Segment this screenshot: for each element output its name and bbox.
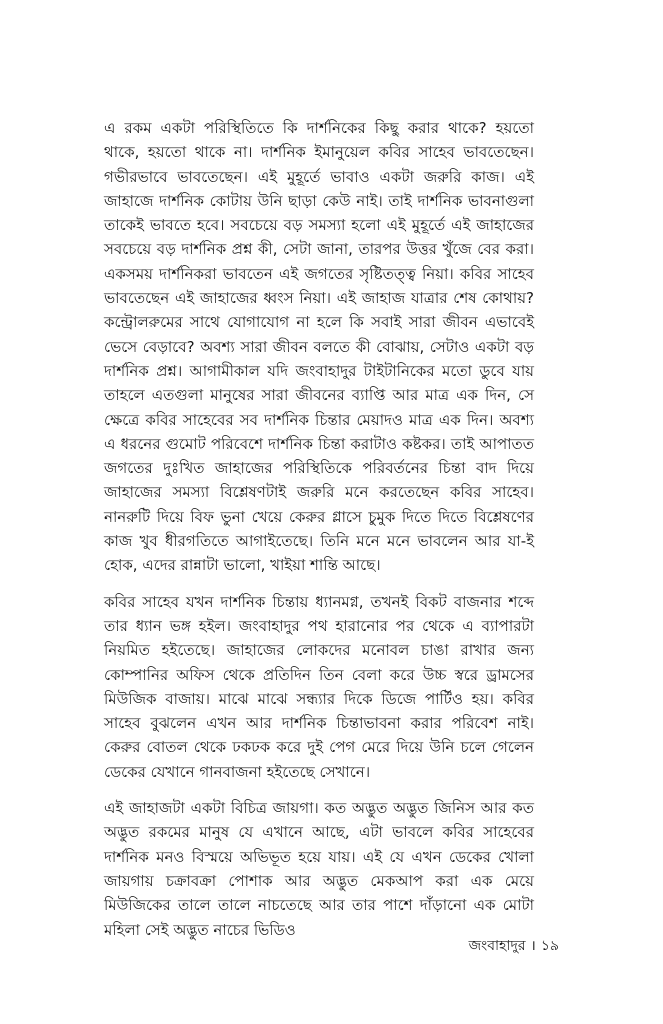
body-text [104, 116, 534, 942]
footer-separator: । [530, 938, 536, 954]
paragraph: এই জাহাজটা একটা বিচিত্র জায়গা। কত অদ্ভুত অদ্ভুত জিনিস আর কত অদ্ভুত রকমের মানুষ যে এখানে আছে, এটা ভাবলে কবির সাহেবের দার্শনিক মনও বিস্ময়ে অভিভূত হয়ে যায়। এই যে এখন ডেকের খোলা জায়গায় চক্রাবক্রা পোশাক আর অদ্ভুত মেকআপ করা এক মেয়ে মিউজিকের তালে তালে নাচতেছে আর তার পাশে দাঁড়ানো এক মোটা মহিলা সেই অদ্ভুত নাচের ভিডিও [104, 799, 534, 939]
paragraph: কবির সাহেব যখন দার্শনিক চিন্তায় ধ্যানমগ্ন, তখনই বিকট বাজনার শব্দে তার ধ্যান ভঙ্গ হইল। জংবাহাদুর পথ হারানোর পর থেকে এ ব্যাপারটা নিয়মিত হইতেছে। জাহাজের লোকদের মনোবল চাঙা রাখার জন্য কোম্পানির অফিস থেকে প্রতিদিন তিন বেলা করে উচ্চ স্বরে ড্রামসের মিউজিক বাজায়। মাঝে মাঝে সন্ধ্যার দিকে ডিজে পার্টিও হয়। কবির সাহেব বুঝলেন এখন আর দার্শনিক চিন্তাভাবনা করার পরিবেশ নাই। কেরুর বোতল থেকে ঢকঢক করে দুই পেগ মেরে দিয়ে উনি চলে গেলেন ডেকের যেখানে গানবাজনা হইতেছে সেখানে। [104, 592, 534, 781]
running-title: জংবাহাদুর [468, 938, 526, 954]
page-number: ১৯ [540, 938, 559, 954]
paragraph: এ রকম একটা পরিস্থিতিতে কি দার্শনিকের কিছু করার থাকে? হয়তো থাকে, হয়তো থাকে না। দার্শনিক ইমানুয়েল কবির সাহেব ভাবতেছেন। গভীরভাবে ভাবতেছেন। এই মুহূর্তে ভাবাও একটা জরুরি কাজ। এই জাহাজে দার্শনিক কোটায় উনি ছাড়া কেউ নাই। তাই দার্শনিক ভাবনাগুলা তাকেই ভাবতে হবে। সবচেয়ে বড় সমস্যা হলো এই মুহূর্তে এই জাহাজের সবচেয়ে বড় দার্শনিক প্রশ্ন কী, সেটা জানা, তারপর উত্তর খুঁজে বের করা। একসময় দার্শনিকরা ভাবতেন এই জগতের সৃষ্টিতত্ত্ব নিয়া। কবির সাহেব ভাবতেছেন এই জাহাজের ধ্বংস নিয়া। এই জাহাজ যাত্রার শেষ কোথায়? কন্ট্রোলরুমের সাথে যোগাযোগ না হলে কি সবাই সারা জীবন এভাবেই ভেসে বেড়াবে? অবশ্য সারা জীবন বলতে কী বোঝায়, সেটাও একটা বড় দার্শনিক প্রশ্ন। আগামীকাল যদি জংবাহাদুর টাইটানিকের মতো ডুবে যায় তাহলে এতগুলা মানুষের সারা জীবনের ব্যাপ্তি আর মাত্র এক দিন, সে ক্ষেত্রে কবির সাহেবের সব দার্শনিক চিন্তার মেয়াদও মাত্র এক দিন। অবশ্য এ ধরনের গুমোট পরিবেশে দার্শনিক চিন্তা করাটাও কষ্টকর। তাই আপাতত জগতের দুঃখিত জাহাজের পরিস্থিতিকে পরিবর্তনের চিন্তা বাদ দিয়ে জাহাজের সমস্যা বিশ্লেষণটাই জরুরি মনে করতেছেন কবির সাহেব। নানরুটি দিয়ে বিফ ভুনা খেয়ে কেরুর গ্লাসে চুমুক দিতে দিতে বিশ্লেষণের কাজ খুব ধীরগতিতে আগাইতেছে। তিনি মনে মনে ভাবলেন আর যা-ই হোক, এদের রান্নাটা ভালো, খাইয়া শান্তি আছে। [104, 119, 534, 575]
page-footer [469, 936, 559, 956]
